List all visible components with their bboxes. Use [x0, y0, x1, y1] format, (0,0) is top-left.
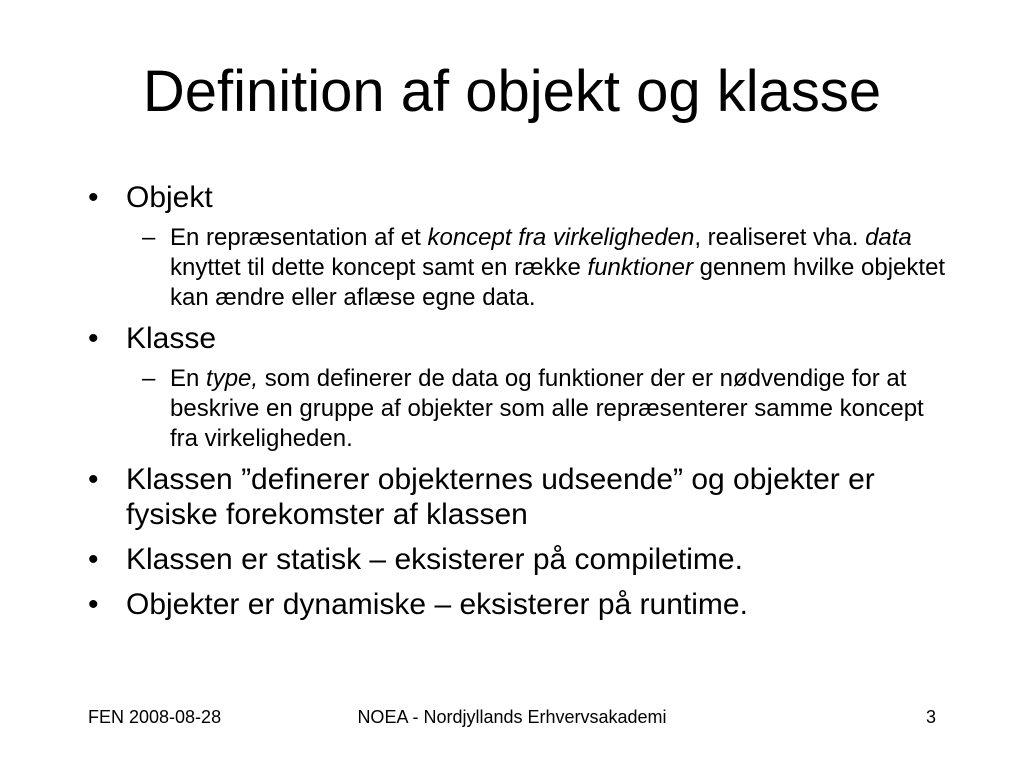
sub-text-part: knyttet til dette koncept samt en række	[170, 254, 588, 281]
bullet-klasse	[88, 321, 948, 356]
footer-date: FEN 2008-08-28	[88, 707, 222, 727]
bullet-klassen-statisk	[88, 542, 948, 577]
sub-text-part: , realiseret vha.	[694, 224, 866, 251]
sub-text-part: En	[170, 365, 207, 392]
sub-text-part: En repræsentation af et	[170, 224, 428, 251]
bullet-text: Klassen ”definerer objekternes udseende” og objekter er fysiske forekomster af klassen	[126, 463, 875, 531]
footer-page-number: 3	[925, 707, 936, 727]
sub-bullet-objekt-definition	[142, 223, 950, 313]
sub-text-italic: type,	[206, 365, 259, 392]
dash-marker: –	[142, 365, 156, 392]
bullet-marker: •	[88, 543, 99, 576]
bullet-objekter-dynamiske	[88, 587, 948, 622]
bullet-text: Klasse	[126, 322, 217, 355]
sub-bullet-klasse-definition	[142, 364, 950, 454]
bullet-marker: •	[88, 463, 99, 496]
bullet-marker: •	[88, 322, 99, 355]
bullet-text: Objekt	[126, 181, 213, 214]
dash-marker: –	[142, 224, 156, 251]
bullet-text: Objekter er dynamiske – eksisterer på runtime.	[126, 588, 748, 621]
sub-text-part: gennem hvilke objektet kan ændre eller aflæse egne data.	[170, 254, 946, 311]
sub-text-italic: koncept fra virkeligheden	[427, 224, 695, 251]
sub-text-italic: funktioner	[587, 254, 693, 281]
sub-text-part: som definerer de data og funktioner der er nødvendige for at beskrive en gruppe af objekter som alle repræsenterer samme koncept fra virkeligheden.	[170, 365, 924, 452]
bullet-marker: •	[88, 588, 99, 621]
slide-body	[88, 180, 948, 632]
slide-title: Definition af objekt og klasse	[142, 59, 882, 124]
footer-organization: NOEA - Nordjyllands Erhvervsakademi	[357, 707, 667, 727]
bullet-text: Klassen er statisk – eksisterer på compiletime.	[126, 543, 743, 576]
bullet-klassen-definerer	[88, 462, 948, 532]
bullet-marker: •	[88, 181, 99, 214]
bullet-objekt	[88, 180, 948, 215]
sub-text-italic: data	[865, 224, 912, 251]
